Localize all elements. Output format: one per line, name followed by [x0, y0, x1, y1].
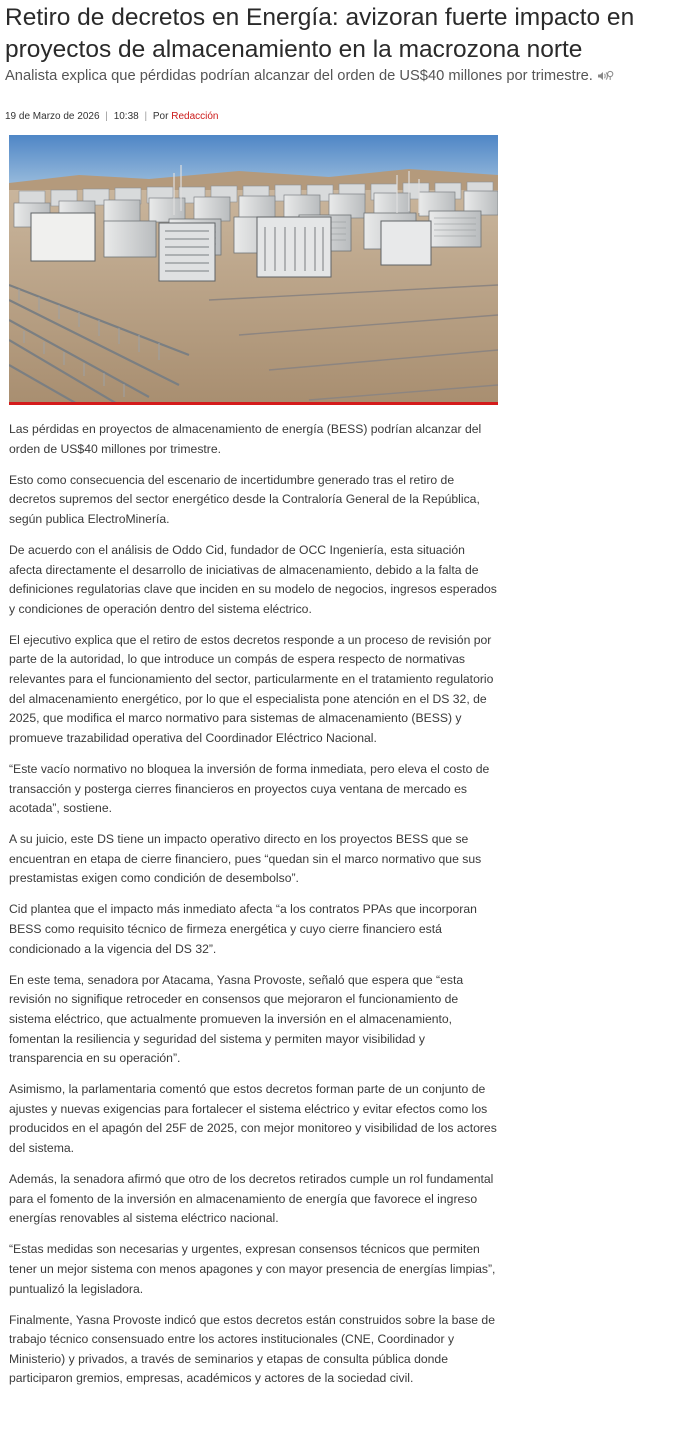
meta-separator: |	[105, 111, 108, 122]
article-paragraph: “Este vacío normativo no bloquea la inversión de forma inmediata, pero eleva el costo de transacción y posterga cierres financieros en proyectos cuya ventana de mercado es acotada”, sostiene.	[9, 761, 490, 816]
article-paragraph: El ejecutivo explica que el retiro de estos decretos responde a un proceso de revisión por parte de la autoridad, lo que introduce un compás de espera respecto de normativas relevantes para el funcionamiento del sector, particularmente en el tratamiento regulatorio del almacenamiento energético, por lo que el especialista pone atención en el DS 32, de 2025, que modifica el marco normativo para sistemas de almacenamiento (BESS) y promueve trazabilidad operativa del Coordinador Eléctrico Nacional.	[9, 632, 494, 745]
by-label: Por	[152, 111, 169, 122]
article-paragraph: A su juicio, este DS tiene un impacto operativo directo en los proyectos BESS que se encuentran en etapa de cierre financiero, pues “quedan sin el marco normativo que sus prestamistas exigen como condición de desembolso”.	[9, 832, 482, 886]
article-paragraph: “Estas medidas son necesarias y urgentes, expresan consensos técnicos que permiten tener un mejor sistema con menos apagones y con mayor presencia de energías limpias”, puntualizó la legisladora.	[9, 1242, 496, 1296]
article-paragraph: De acuerdo con el análisis de Oddo Cid, fundador de OCC Ingeniería, esta situación afecta directamente el desarrollo de iniciativas de almacenamiento, debido a la falta de definiciones regulatorias clave que inciden en su modelo de negocios, ingresos esperados y condiciones de operación dentro del sistema eléctrico.	[9, 542, 497, 616]
article-paragraph: Cid plantea que el impacto más inmediato afecta “a los contratos PPAs que incorporan BESS como requisito técnico de firmeza energética y cuyo cierre financiero está condicionado a la vigencia del DS 32”.	[9, 902, 477, 956]
meta-separator: |	[144, 111, 148, 122]
article-paragraph: Asimismo, la parlamentaria comentó que estos decretos forman parte de un conjunto de ajustes y nuevas exigencias para fortalecer el sistema eléctrico y evitar efectos como los producidos en el apagón del 25F de 2025, con mejor monitoreo y visibilidad de los actores del sistema.	[9, 1082, 497, 1155]
article-paragraph: Las pérdidas en proyectos de almacenamiento de energía (BESS) podrían alcanzar del orden de US$40 millones por trimestre.	[9, 422, 482, 456]
article-paragraph: Además, la senadora afirmó que otro de los decretos retirados cumple un rol fundamental para el fomento de la inversión en almacenamiento de energía que favorece el ingreso energías renovables al sistema eléctrico nacional.	[9, 1172, 494, 1226]
article-paragraph: En este tema, senadora por Atacama, Yasna Provoste, señaló que espera que “esta revisión no signifique retroceder en consensos que mejoraron el funcionamiento de sistema eléctrico, que actualmente promueven la inversión en el almacenamiento, fomentan la resiliencia y seguridad del sistema y permiten mayor visibilidad y transparencia en su operación”.	[9, 972, 464, 1066]
article-meta	[5, 110, 219, 124]
subheadline-text: Analista explica que pérdidas podrían alcanzar del orden de US$40 millones por trimestre.	[5, 68, 593, 84]
author-link[interactable]: Redacción	[171, 111, 219, 122]
article-paragraph: Finalmente, Yasna Provoste indicó que estos decretos están construidos sobre la base de trabajo técnico consensuado entre los actores institucionales (CNE, Coordinador y Ministerio) y privados, a través de seminarios y etapas de consulta pública donde participaron gremios, empresas, académicos y actores de la sociedad civil.	[9, 1312, 495, 1386]
publish-date: 19 de Marzo de 2026	[5, 111, 100, 122]
audio-listen-icon[interactable]	[597, 68, 614, 88]
article-body	[9, 420, 499, 1401]
article-paragraph: Esto como consecuencia del escenario de incertidumbre generado tras el retiro de decretos supremos del sector energético desde la Contraloría General de la República, según publica ElectroMinería.	[9, 472, 480, 526]
article-hero-image	[9, 135, 498, 405]
battery-storage-plant-photo	[9, 135, 498, 405]
publish-time: 10:38	[113, 111, 139, 122]
article-subheadline	[5, 66, 695, 88]
article-headline: Retiro de decretos en Energía: avizoran fuerte impacto en proyectos de almacenamiento en la macrozona norte	[5, 4, 635, 63]
